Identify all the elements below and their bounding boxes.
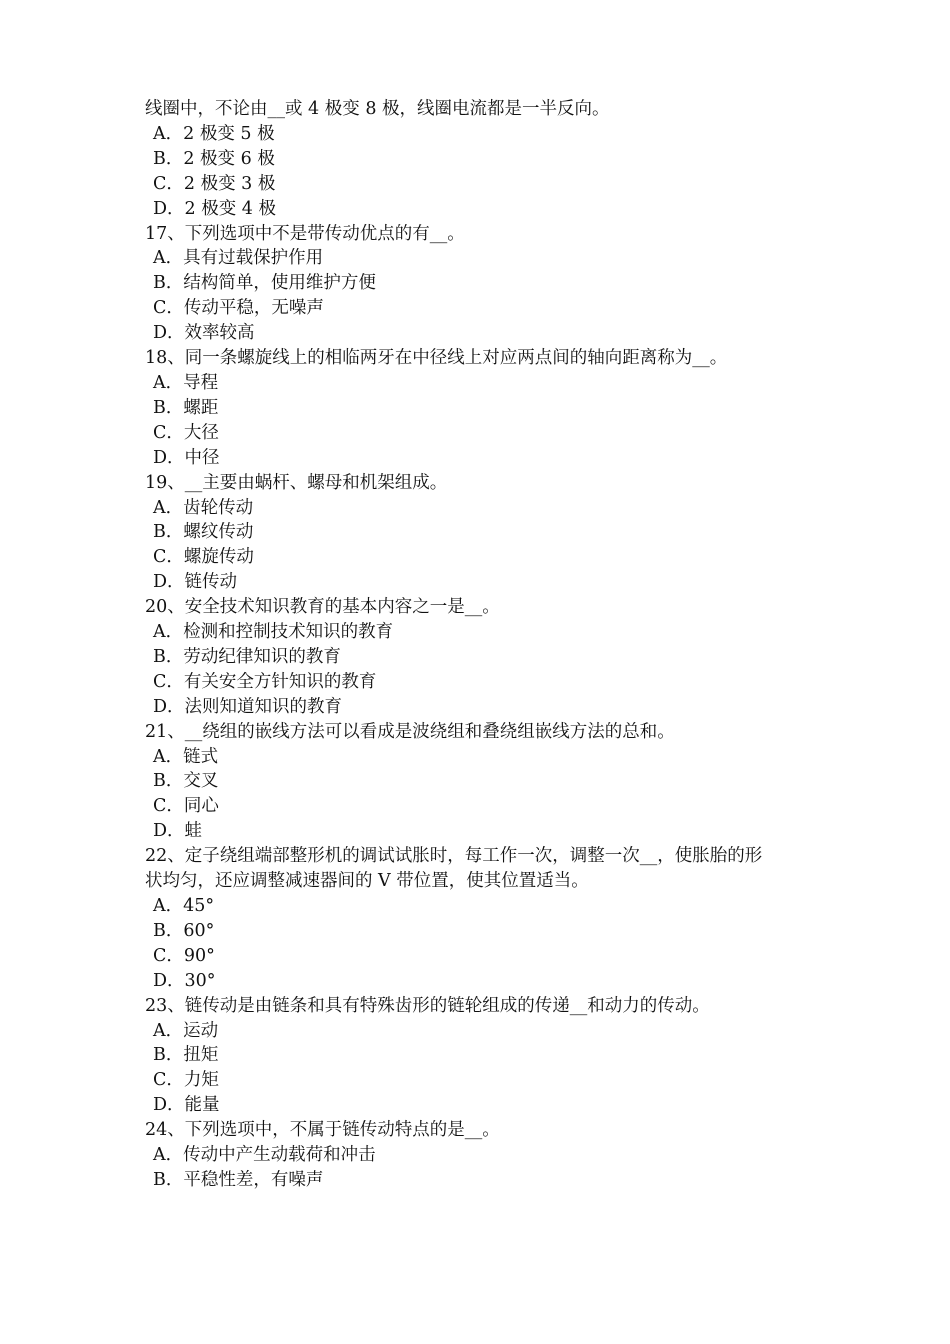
question-text: 21、__绕组的嵌线方法可以看成是波绕组和叠绕组嵌线方法的总和。	[145, 721, 675, 742]
question-text: 19、__主要由蜗杆、螺母和机架组成。	[145, 472, 448, 493]
answer-option: A．链式	[153, 746, 219, 767]
answer-option: C．有关安全方针知识的教育	[153, 671, 377, 692]
answer-option: B．结构简单，使用维护方便	[153, 273, 376, 294]
answer-option: D．能量	[153, 1095, 220, 1116]
answer-option: D．30°	[153, 970, 216, 991]
question-text: 状均匀，还应调整减速器间的 V 带位置，使其位置适当。	[145, 871, 589, 892]
answer-option: C．螺旋传动	[153, 547, 254, 568]
answer-option: B．交叉	[153, 771, 219, 792]
answer-option: D．蛙	[153, 821, 203, 842]
answer-option: C．力矩	[153, 1070, 219, 1091]
question-text: 23、链传动是由链条和具有特殊齿形的链轮组成的传递__和动力的传动。	[145, 995, 710, 1016]
question-text: 17、下列选项中不是带传动优点的有__。	[145, 223, 465, 244]
answer-option: B．螺纹传动	[153, 522, 254, 543]
answer-option: C．传动平稳，无噪声	[153, 298, 324, 319]
answer-option: D．中径	[153, 447, 220, 468]
answer-option: A．齿轮传动	[153, 497, 254, 518]
answer-option: A．运动	[153, 1020, 219, 1041]
answer-option: D．2 极变 4 极	[153, 198, 276, 219]
answer-option: B．2 极变 6 极	[153, 148, 275, 169]
answer-option: B．螺距	[153, 397, 219, 418]
document-body	[145, 97, 815, 1193]
answer-option: B．扭矩	[153, 1045, 219, 1066]
question-text: 18、同一条螺旋线上的相临两牙在中径线上对应两点间的轴向距离称为__。	[145, 348, 728, 369]
question-text: 20、安全技术知识教育的基本内容之一是__。	[145, 597, 500, 618]
answer-option: C．90°	[153, 945, 215, 966]
answer-option: A．传动中产生动载荷和冲击	[153, 1145, 376, 1166]
answer-option: A．具有过载保护作用	[153, 248, 324, 269]
question-text: 22、定子绕组端部整形机的调试试胀时，每工作一次，调整一次__，使胀胎的形	[145, 846, 763, 867]
question-text: 线圈中，不论由__或 4 极变 8 极，线圈电流都是一半反向。	[145, 99, 610, 119]
answer-option: C．同心	[153, 796, 219, 817]
answer-option: C．2 极变 3 极	[153, 173, 276, 194]
answer-option: B．60°	[153, 920, 215, 941]
answer-option: A．45°	[153, 896, 215, 916]
answer-option: D．链传动	[153, 572, 238, 593]
answer-option: B．平稳性差，有噪声	[153, 1169, 324, 1190]
answer-option: D．法则知道知识的教育	[153, 696, 343, 717]
answer-option: A．导程	[153, 372, 219, 393]
answer-option: B．劳动纪律知识的教育	[153, 646, 341, 667]
answer-option: A．2 极变 5 极	[153, 123, 275, 144]
answer-option: D．效率较高	[153, 323, 255, 344]
answer-option: A．检测和控制技术知识的教育	[153, 622, 394, 643]
question-text: 24、下列选项中，不属于链传动特点的是__。	[145, 1120, 500, 1141]
answer-option: C．大径	[153, 422, 219, 443]
